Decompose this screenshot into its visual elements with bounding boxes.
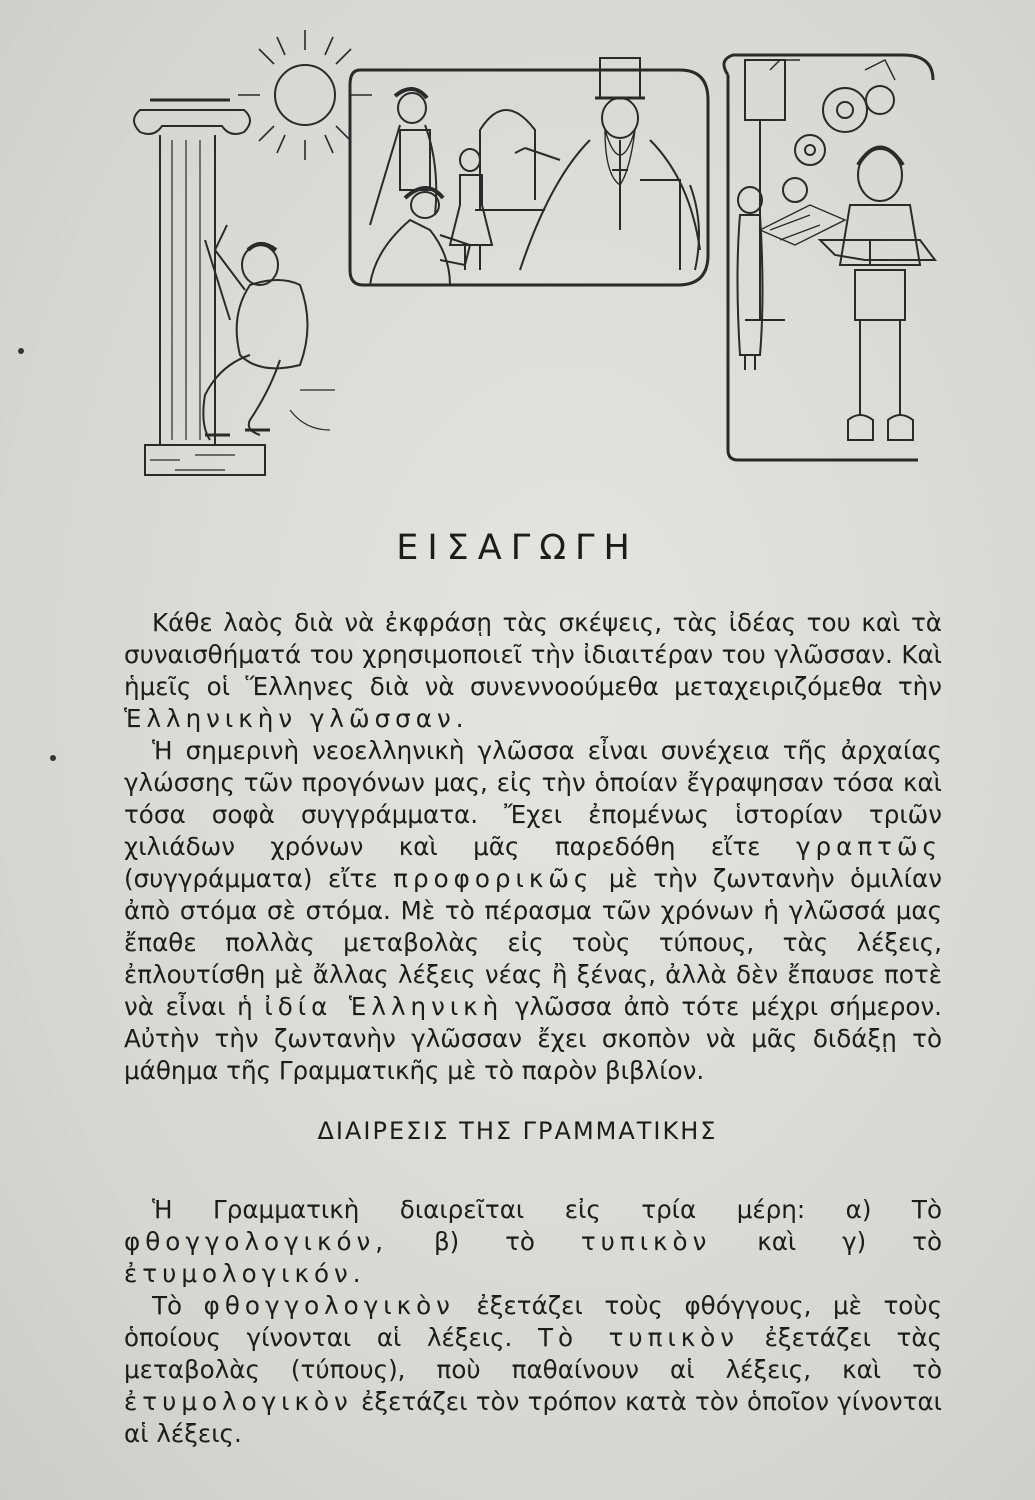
illustration-drawing bbox=[0, 0, 1035, 500]
intro-p2-spaced-proforikos: προφορικῶς bbox=[393, 864, 594, 893]
intro-p2-spaced-graptos: γραπτῶς bbox=[795, 832, 942, 861]
division-p2-text-c: ἐξετάζει τοὺς φθόγγους, μὲ τοὺς ὁποίους γίνονται αἱ λέξεις. bbox=[124, 1291, 943, 1352]
division-p2-text-a: Τὸ bbox=[152, 1291, 204, 1320]
division-p2-spaced-fthoggologikon: φθογγολογικὸν bbox=[203, 1291, 455, 1320]
division-paragraph-2 bbox=[124, 1290, 942, 1450]
page-title: ΕΙΣΑΓΩΓΗ bbox=[396, 528, 639, 568]
printing-press-illustration bbox=[724, 55, 935, 460]
division-paragraph-1 bbox=[124, 1194, 942, 1290]
intro-p2-spaced-idia: ἰδία Ἑλληνικὴ bbox=[264, 992, 504, 1021]
division-p2-text-g: ἐξετάζει τὸν τρόπον κατὰ τὸν ὁποῖον γίνονται αἱ λέξεις. bbox=[124, 1387, 942, 1448]
intro-p2-text-c: (συγγράμματα) εἴτε bbox=[124, 864, 394, 893]
intro-p2-text-e: μὲ τὴν ζωντανὴν ὁμιλίαν ἀπὸ στόμα σὲ στόμα. Μὲ τὸ πέρασμα τῶν χρόνων ἡ γλῶσσά μας ἔπαθε πολλὰς μεταβολὰς εἰς τοὺς τύπους, τὰς λέξεις, ἐπλουτίσθη μὲ ἄλλας λέξεις νέας ἢ ξένας, ἀλλὰ δὲν ἔπαυσε ποτὲ νὰ εἶναι ἡ bbox=[124, 864, 942, 1021]
division-p1-text-e: καὶ γ) τὸ bbox=[711, 1227, 942, 1256]
division-p1-text-a: Ἡ Γραμματικὴ διαιρεῖται εἰς τρία μέρη: α) Τὸ bbox=[152, 1195, 942, 1224]
intro-p1-text: Κάθε λαὸς διὰ νὰ ἐκφράσῃ τὰς σκέψεις, τὰς ἰδέας του καὶ τὰ συναισθήματά του χρησιμοποιεῖ τὴν ἰδιαιτέραν του γλῶσσαν. Καὶ ἡμεῖς οἱ Ἕλληνες διὰ νὰ συνεννοούμεθα μεταχειριζόμεθα τὴν bbox=[124, 608, 942, 701]
division-p1-spaced-etymologikon: ἐτυμολογικόν. bbox=[124, 1259, 366, 1288]
intro-p2-text-g: γλῶσσα ἀπὸ τότε μέχρι σήμερον. Αὐτὴν τὴν ζωντανὴν γλῶσσαν ἔχει σκοπὸν νὰ μᾶς διδάξῃ τὸ μάθημα τῆς Γραμματικῆς μὲ τὸ παρὸν βιβλίον. bbox=[124, 992, 942, 1085]
ancient-scribe-illustration bbox=[134, 30, 372, 475]
division-p2-spaced-typikon: Τὸ τυπικὸν bbox=[537, 1323, 740, 1352]
division-p1-spaced-typikon: τυπικὸν bbox=[580, 1227, 712, 1256]
intro-p1-spaced: Ἑλληνικὴν γλῶσσαν. bbox=[124, 704, 469, 733]
division-p1-text-c: β) τὸ bbox=[388, 1227, 581, 1256]
section-heading: ΔΙΑΙΡΕΣΙΣ ΤΗΣ ΓΡΑΜΜΑΤΙΚΗΣ bbox=[317, 1117, 718, 1145]
intro-section bbox=[124, 607, 942, 1087]
page-speck bbox=[50, 755, 56, 761]
division-p1-spaced-fthoggologikon: φθογγολογικόν, bbox=[124, 1227, 389, 1256]
intro-paragraph-1 bbox=[124, 607, 942, 735]
priest-teaching-illustration bbox=[350, 58, 708, 285]
intro-paragraph-2 bbox=[124, 735, 942, 1087]
division-section bbox=[124, 1194, 942, 1450]
division-p2-text-e: ἐξετάζει τὰς μεταβολὰς (τύπους), ποὺ παθαίνουν αἱ λέξεις, καὶ τὸ bbox=[124, 1323, 942, 1384]
division-p2-spaced-etymologikon: ἐτυμολογικὸν bbox=[124, 1387, 353, 1416]
header-illustration bbox=[0, 0, 1035, 500]
page-speck bbox=[18, 348, 24, 354]
intro-p2-text-a: Ἡ σημερινὴ νεοελληνικὴ γλῶσσα εἶναι συνέχεια τῆς ἀρχαίας γλώσσης τῶν προγόνων μας, εἰς τὴν ὁποίαν ἔγραψησαν τόσα καὶ τόσα σοφὰ συγγράμματα. Ἔχει ἐπομένως ἱστορίαν τριῶν χιλιάδων χρόνων καὶ μᾶς παρεδόθη εἴτε bbox=[124, 736, 942, 861]
